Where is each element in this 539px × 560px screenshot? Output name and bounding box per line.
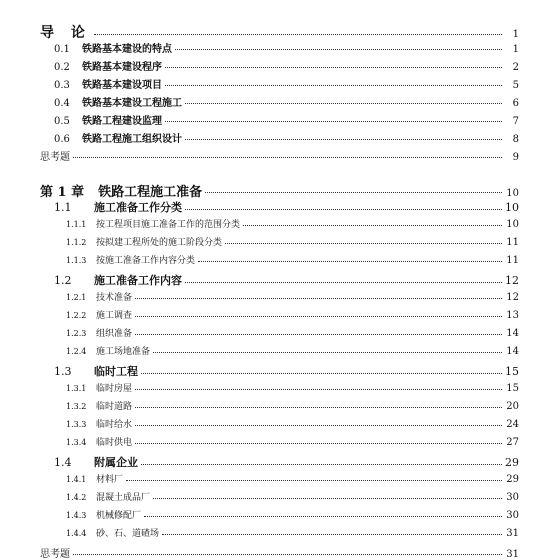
toc-entry xyxy=(54,112,519,127)
toc-entry-page: 9 xyxy=(512,152,519,163)
toc-entry-title: 临时给水 xyxy=(96,420,133,430)
toc-entry xyxy=(54,272,519,288)
toc-entry xyxy=(66,508,519,521)
toc-entry-number: 0.1 xyxy=(54,44,70,55)
toc-entry xyxy=(54,363,519,379)
toc-entry-page: 1 xyxy=(512,44,519,55)
toc-entry xyxy=(66,326,519,339)
toc-entry xyxy=(66,526,519,539)
toc-entry xyxy=(66,217,519,230)
toc-entry-page: 14 xyxy=(506,346,519,357)
toc-entry-page: 12 xyxy=(506,292,519,303)
toc-entry-page: 5 xyxy=(512,80,519,91)
toc-entry xyxy=(66,381,519,394)
toc-entry-page: 14 xyxy=(506,328,519,339)
dot-leader xyxy=(153,352,502,353)
toc-entry-page: 2 xyxy=(512,62,519,73)
toc-entry xyxy=(54,199,519,215)
toc-entry xyxy=(66,490,519,503)
toc-entry-title: 铁路工程施工组织设计 xyxy=(82,134,182,145)
dot-leader xyxy=(205,192,502,193)
toc-entry-number: 1.1.2 xyxy=(66,238,87,247)
toc-entry-number: 1.2.1 xyxy=(66,293,87,302)
toc-entry-page: 10 xyxy=(505,201,519,214)
toc-entry-page: 11 xyxy=(506,255,519,266)
toc-entry-page: 30 xyxy=(506,492,519,503)
toc-entry xyxy=(66,290,519,303)
toc-entry-page: 15 xyxy=(505,365,519,378)
toc-entry-number: 1.2.4 xyxy=(66,347,87,356)
toc-entry-number: 1.1 xyxy=(54,201,72,214)
toc-entry-title: 施工准备工作分类 xyxy=(94,201,182,214)
toc-entry-title: 施工场地准备 xyxy=(96,347,151,357)
dot-leader xyxy=(135,298,502,299)
dot-leader xyxy=(153,498,502,499)
dot-leader xyxy=(243,225,502,226)
dot-leader xyxy=(198,261,502,262)
toc-entry-title: 导 论 xyxy=(40,25,91,41)
toc-entry-title: 材料厂 xyxy=(96,475,124,485)
toc-entry xyxy=(54,40,519,55)
toc-entry-number: 1.2.3 xyxy=(66,329,87,338)
toc-entry-title: 铁路基本建设工程施工 xyxy=(82,98,182,109)
toc-entry xyxy=(66,417,519,430)
toc-entry-number: 0.4 xyxy=(54,98,70,109)
toc-entry-title: 临时工程 xyxy=(94,365,138,378)
toc-entry-title: 铁路基本建设程序 xyxy=(82,62,162,73)
toc-entry xyxy=(66,435,519,448)
toc-entry-title: 铁路基本建设的特点 xyxy=(82,44,172,55)
dot-leader xyxy=(135,334,502,335)
toc-entry-title: 临时道路 xyxy=(96,402,133,412)
toc-entry xyxy=(40,148,519,163)
dot-leader xyxy=(141,464,502,465)
toc-entry-number: 0.6 xyxy=(54,134,70,145)
dot-leader xyxy=(165,85,502,86)
toc-entry-number: 1.4.1 xyxy=(66,475,87,484)
toc-entry-number: 1.2 xyxy=(54,274,72,287)
toc-entry xyxy=(66,399,519,412)
toc-entry-title: 附属企业 xyxy=(94,456,138,469)
toc-entry-title: 思考题 xyxy=(40,549,70,560)
toc-entry-title: 铁路工程建设监理 xyxy=(82,116,162,127)
toc-entry-page: 20 xyxy=(506,401,519,412)
toc-entry-number: 1.1.3 xyxy=(66,256,87,265)
toc-entry-number: 1.3.3 xyxy=(66,420,87,429)
dot-leader xyxy=(135,425,502,426)
dot-leader xyxy=(185,209,502,210)
dot-leader xyxy=(73,157,502,158)
toc-entry-title: 临时房屋 xyxy=(96,384,133,394)
dot-leader xyxy=(135,407,502,408)
toc-entry-page: 29 xyxy=(506,474,519,485)
dot-leader xyxy=(144,516,502,517)
toc-entry-number: 1.3.4 xyxy=(66,438,87,447)
dot-leader xyxy=(135,389,502,390)
toc-entry xyxy=(66,235,519,248)
toc-entry xyxy=(54,58,519,73)
toc-entry-number: 1.4.3 xyxy=(66,511,87,520)
toc-entry-title: 组织准备 xyxy=(96,329,133,339)
toc-entry xyxy=(54,130,519,145)
dot-leader xyxy=(185,139,502,140)
toc-entry xyxy=(54,94,519,109)
toc-entry-page: 8 xyxy=(512,134,519,145)
toc-entry-number: 1.4.2 xyxy=(66,493,87,502)
toc-entry-number: 1.3.1 xyxy=(66,384,87,393)
dot-leader xyxy=(185,282,502,283)
toc-entry-page: 1 xyxy=(512,29,519,40)
toc-entry xyxy=(40,22,519,42)
toc-entry-page: 6 xyxy=(512,98,519,109)
toc-entry-title: 临时供电 xyxy=(96,438,133,448)
toc-entry-number: 1.3.2 xyxy=(66,402,87,411)
toc-entry-number: 0.2 xyxy=(54,62,70,73)
dot-leader xyxy=(126,480,502,481)
toc-entry-page: 31 xyxy=(506,549,519,560)
toc-entry-title: 按工程项目施工准备工作的范围分类 xyxy=(96,220,241,230)
toc-entry-page: 15 xyxy=(506,383,519,394)
dot-leader xyxy=(185,103,502,104)
toc-entry-number: 第 1 章 xyxy=(40,185,85,200)
dot-leader xyxy=(225,243,502,244)
toc-entry-page: 10 xyxy=(506,219,519,230)
toc-entry-number: 1.4 xyxy=(54,456,72,469)
toc-entry xyxy=(66,344,519,357)
toc-entry-page: 11 xyxy=(506,237,519,248)
toc-entry-page: 31 xyxy=(506,528,519,539)
toc-entry-number: 0.5 xyxy=(54,116,70,127)
toc-entry-page: 24 xyxy=(506,419,519,430)
dot-leader xyxy=(135,316,502,317)
dot-leader xyxy=(162,534,502,535)
toc-entry-number: 1.2.2 xyxy=(66,311,87,320)
toc-entry xyxy=(40,545,519,560)
toc-entry-title: 技术准备 xyxy=(96,293,133,303)
toc-entry xyxy=(54,454,519,470)
toc-entry-title: 混凝土成品厂 xyxy=(96,493,151,503)
toc-entry-page: 13 xyxy=(506,310,519,321)
toc-entry-title: 施工调查 xyxy=(96,311,133,321)
toc-entry-title: 砂、石、道碴场 xyxy=(96,529,160,539)
toc-entry-title: 思考题 xyxy=(40,152,70,163)
toc-entry-page: 12 xyxy=(505,274,519,287)
dot-leader xyxy=(141,373,502,374)
toc-entry-title: 铁路基本建设项目 xyxy=(82,80,162,91)
toc-entry xyxy=(40,181,519,200)
toc-entry-number: 0.3 xyxy=(54,80,70,91)
toc-entry xyxy=(66,308,519,321)
toc-entry-page: 27 xyxy=(506,437,519,448)
toc-entry-title: 按施工准备工作内容分类 xyxy=(96,256,196,266)
toc-entry-number: 1.4.4 xyxy=(66,529,87,538)
dot-leader xyxy=(165,121,502,122)
toc-entry xyxy=(66,253,519,266)
toc-entry-page: 30 xyxy=(506,510,519,521)
dot-leader xyxy=(94,34,502,35)
toc-entry-title: 铁路工程施工准备 xyxy=(98,185,203,200)
toc-entry xyxy=(66,472,519,485)
toc-entry-number: 1.3 xyxy=(54,365,72,378)
toc-entry-page: 29 xyxy=(505,456,519,469)
toc-entry-number: 1.1.1 xyxy=(66,220,87,229)
dot-leader xyxy=(135,443,502,444)
toc-entry-title: 施工准备工作内容 xyxy=(94,274,182,287)
toc-entry-title: 按拟建工程所处的施工阶段分类 xyxy=(96,238,223,248)
toc-entry-page: 7 xyxy=(512,116,519,127)
toc-entry xyxy=(54,76,519,91)
toc-entry-title: 机械修配厂 xyxy=(96,511,142,521)
dot-leader xyxy=(165,67,502,68)
toc-entry-page: 10 xyxy=(506,188,519,199)
dot-leader xyxy=(175,49,502,50)
dot-leader xyxy=(73,554,502,555)
